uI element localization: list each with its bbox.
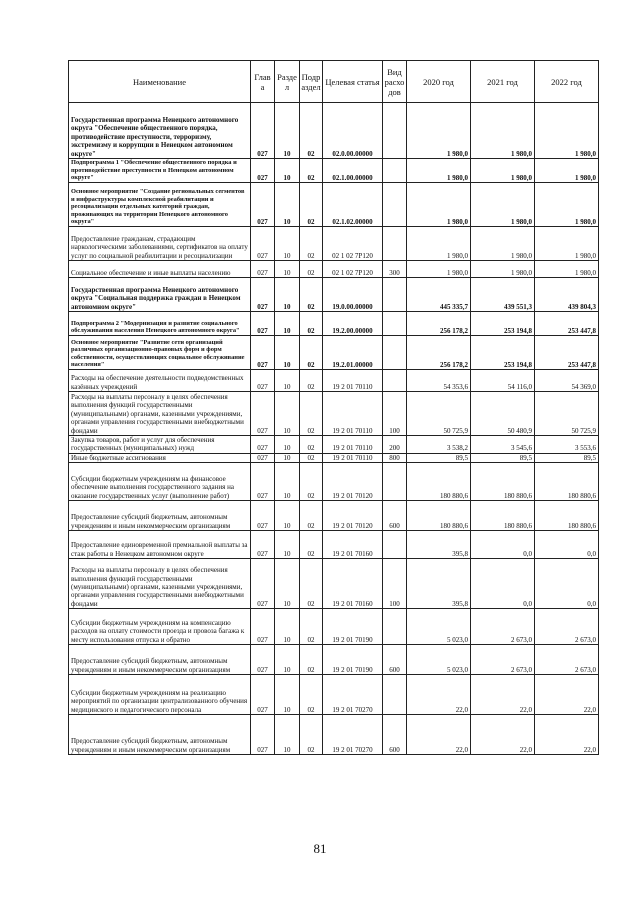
table-row — [69, 183, 599, 227]
row-chapter: 027 — [251, 336, 275, 370]
table-row — [69, 675, 599, 715]
row-value-2022: 22,0 — [535, 715, 599, 755]
row-section: 10 — [275, 278, 300, 312]
table-row — [69, 453, 599, 462]
row-kind: 300 — [383, 261, 407, 278]
row-name: Предоставление субсидий бюджетным, автономным учреждениям и иным некоммерческим организациям — [69, 501, 251, 531]
row-value-2020: 395,8 — [407, 531, 471, 559]
row-value-2020: 89,5 — [407, 453, 471, 462]
row-value-2020: 3 538,2 — [407, 436, 471, 454]
table-row — [69, 103, 599, 159]
row-value-2022: 2 673,0 — [535, 645, 599, 675]
table-row — [69, 392, 599, 436]
row-kind — [383, 103, 407, 159]
row-kind: 100 — [383, 392, 407, 436]
row-value-2021: 1 980,0 — [471, 159, 535, 183]
row-name: Основное мероприятие "Создание региональных сегментов и инфраструктуры комплексной реабилитации и ресоциализации отдельных категорий граждан, проживающих на территории Ненецкого автономного округа" — [69, 183, 251, 227]
row-value-2021: 253 194,8 — [471, 312, 535, 336]
row-kind: 200 — [383, 436, 407, 454]
row-section: 10 — [275, 336, 300, 370]
row-target: 19.2.01.00000 — [323, 336, 383, 370]
row-section: 10 — [275, 436, 300, 454]
row-target: 19 2 01 70160 — [323, 531, 383, 559]
row-value-2020: 1 980,0 — [407, 159, 471, 183]
row-target: 19 2 01 70120 — [323, 463, 383, 501]
row-value-2022: 0,0 — [535, 559, 599, 609]
row-section: 10 — [275, 392, 300, 436]
row-value-2021: 1 980,0 — [471, 261, 535, 278]
header-target: Целевая статья — [323, 61, 383, 103]
row-name: Предоставление субсидий бюджетным, автономным учреждениям и иным некоммерческим организациям — [69, 715, 251, 755]
row-value-2020: 5 023,0 — [407, 645, 471, 675]
page-number: 81 — [313, 841, 327, 856]
row-kind — [383, 463, 407, 501]
header-section: Разде л — [275, 61, 300, 103]
table-row — [69, 436, 599, 454]
row-target: 19 2 01 70110 — [323, 392, 383, 436]
row-value-2021: 54 116,0 — [471, 370, 535, 392]
table-header-row — [69, 61, 599, 103]
row-name: Основное мероприятие "Развитие сети организаций различных организационно-правовых форм и форм собственности, осуществляющих социальное обслуживание населения" — [69, 336, 251, 370]
row-chapter: 027 — [251, 312, 275, 336]
row-value-2021: 2 673,0 — [471, 645, 535, 675]
row-target: 19 2 01 70190 — [323, 645, 383, 675]
row-value-2021: 180 880,6 — [471, 463, 535, 501]
row-value-2022: 3 553,6 — [535, 436, 599, 454]
row-chapter: 027 — [251, 715, 275, 755]
row-target: 19 2 01 70110 — [323, 370, 383, 392]
row-section: 10 — [275, 103, 300, 159]
header-kind: Вид расхо дов — [383, 61, 407, 103]
row-kind — [383, 336, 407, 370]
table-row — [69, 531, 599, 559]
row-target: 19 2 01 70190 — [323, 609, 383, 645]
row-name: Государственная программа Ненецкого автономного округа "Обеспечение общественного порядка, противодействие преступности, терроризму, экстремизму и коррупции в Ненецком автономном округе" — [69, 103, 251, 159]
row-chapter: 027 — [251, 261, 275, 278]
row-value-2020: 1 980,0 — [407, 227, 471, 261]
row-chapter: 027 — [251, 675, 275, 715]
table-row — [69, 227, 599, 261]
row-value-2022: 1 980,0 — [535, 261, 599, 278]
row-value-2020: 1 980,0 — [407, 183, 471, 227]
row-subsection: 02 — [300, 453, 323, 462]
row-value-2022: 0,0 — [535, 531, 599, 559]
row-target: 19 2 01 70270 — [323, 715, 383, 755]
row-value-2022: 1 980,0 — [535, 159, 599, 183]
row-section: 10 — [275, 501, 300, 531]
row-subsection: 02 — [300, 336, 323, 370]
row-kind: 600 — [383, 715, 407, 755]
row-subsection: 02 — [300, 463, 323, 501]
row-subsection: 02 — [300, 312, 323, 336]
row-value-2022: 180 880,6 — [535, 463, 599, 501]
row-value-2021: 50 480,9 — [471, 392, 535, 436]
row-subsection: 02 — [300, 645, 323, 675]
row-chapter: 027 — [251, 103, 275, 159]
row-value-2020: 180 880,6 — [407, 501, 471, 531]
row-name: Иные бюджетные ассигнования — [69, 453, 251, 462]
row-kind — [383, 531, 407, 559]
row-value-2022: 50 725,9 — [535, 392, 599, 436]
row-value-2020: 5 023,0 — [407, 609, 471, 645]
row-name: Расходы на выплаты персоналу в целях обеспечения выполнения функций государственными (муниципальными) органами, казенными учреждениями, органами управления государственными внебюджетными фондами — [69, 392, 251, 436]
row-kind: 800 — [383, 453, 407, 462]
row-section: 10 — [275, 463, 300, 501]
row-target: 02 1 02 7Р120 — [323, 261, 383, 278]
header-chapter: Глав а — [251, 61, 275, 103]
row-name: Субсидии бюджетным учреждениям на компенсацию расходов на оплату стоимости проезда и провоза багажа к месту использования отпуска и обратно — [69, 609, 251, 645]
row-value-2020: 54 353,6 — [407, 370, 471, 392]
row-kind — [383, 609, 407, 645]
row-target: 19.2.00.00000 — [323, 312, 383, 336]
row-kind — [383, 675, 407, 715]
row-kind — [383, 183, 407, 227]
table-row — [69, 336, 599, 370]
row-value-2022: 253 447,8 — [535, 336, 599, 370]
budget-table — [68, 60, 599, 755]
row-value-2020: 256 178,2 — [407, 312, 471, 336]
row-target: 02 1 02 7Р120 — [323, 227, 383, 261]
row-value-2022: 439 804,3 — [535, 278, 599, 312]
row-chapter: 027 — [251, 531, 275, 559]
table-row — [69, 501, 599, 531]
row-section: 10 — [275, 453, 300, 462]
row-subsection: 02 — [300, 559, 323, 609]
row-kind — [383, 227, 407, 261]
row-value-2020: 50 725,9 — [407, 392, 471, 436]
row-value-2021: 439 551,3 — [471, 278, 535, 312]
row-subsection: 02 — [300, 103, 323, 159]
row-kind: 600 — [383, 501, 407, 531]
row-section: 10 — [275, 370, 300, 392]
row-value-2021: 22,0 — [471, 715, 535, 755]
row-target: 02.1.02.00000 — [323, 183, 383, 227]
row-value-2021: 1 980,0 — [471, 227, 535, 261]
row-value-2022: 2 673,0 — [535, 609, 599, 645]
row-value-2021: 89,5 — [471, 453, 535, 462]
header-2020: 2020 год — [407, 61, 471, 103]
row-section: 10 — [275, 675, 300, 715]
row-section: 10 — [275, 609, 300, 645]
row-section: 10 — [275, 715, 300, 755]
row-name: Предоставление единовременной премиальной выплаты за стаж работы в Ненецком автономном округе — [69, 531, 251, 559]
row-section: 10 — [275, 261, 300, 278]
row-target: 02.0.00.00000 — [323, 103, 383, 159]
row-subsection: 02 — [300, 609, 323, 645]
row-subsection: 02 — [300, 436, 323, 454]
row-name: Расходы на выплаты персоналу в целях обеспечения выполнения функций государственными (муниципальными) органами, казенными учреждениями, органами управления государственными внебюджетными фондами — [69, 559, 251, 609]
table-row — [69, 609, 599, 645]
row-target: 19 2 01 70110 — [323, 453, 383, 462]
row-value-2022: 1 980,0 — [535, 103, 599, 159]
row-target: 02.1.00.00000 — [323, 159, 383, 183]
row-value-2020: 180 880,6 — [407, 463, 471, 501]
row-kind: 600 — [383, 645, 407, 675]
row-chapter: 027 — [251, 159, 275, 183]
table-row — [69, 312, 599, 336]
row-chapter: 027 — [251, 645, 275, 675]
row-kind — [383, 278, 407, 312]
table-row — [69, 278, 599, 312]
row-name: Государственная программа Ненецкого автономного округа "Социальная поддержка граждан в Ненецком автономном округе" — [69, 278, 251, 312]
row-chapter: 027 — [251, 501, 275, 531]
table-row — [69, 559, 599, 609]
row-name: Предоставление субсидий бюджетным, автономным учреждениям и иным некоммерческим организациям — [69, 645, 251, 675]
row-subsection: 02 — [300, 675, 323, 715]
row-name: Подпрограмма 1 "Обеспечение общественного порядка и противодействие преступности в Ненецком автономном округе" — [69, 159, 251, 183]
row-value-2022: 22,0 — [535, 675, 599, 715]
row-section: 10 — [275, 183, 300, 227]
row-value-2022: 1 980,0 — [535, 227, 599, 261]
row-target: 19.0.00.00000 — [323, 278, 383, 312]
row-chapter: 027 — [251, 183, 275, 227]
row-section: 10 — [275, 531, 300, 559]
row-subsection: 02 — [300, 501, 323, 531]
row-subsection: 02 — [300, 392, 323, 436]
table-row — [69, 645, 599, 675]
header-name: Наименование — [69, 61, 251, 103]
row-name: Субсидии бюджетным учреждениям на финансовое обеспечение выполнения государственного задания на оказание государственных услуг (выполнение работ) — [69, 463, 251, 501]
table-body — [69, 103, 599, 755]
row-value-2020: 395,8 — [407, 559, 471, 609]
row-chapter: 027 — [251, 609, 275, 645]
table-row — [69, 159, 599, 183]
row-name: Закупка товаров, работ и услуг для обеспечения государственных (муниципальных) нужд — [69, 436, 251, 454]
row-target: 19 2 01 70120 — [323, 501, 383, 531]
row-chapter: 027 — [251, 278, 275, 312]
row-value-2021: 22,0 — [471, 675, 535, 715]
header-subsection: Подр аздел — [300, 61, 323, 103]
row-chapter: 027 — [251, 227, 275, 261]
row-subsection: 02 — [300, 183, 323, 227]
row-value-2020: 256 178,2 — [407, 336, 471, 370]
row-chapter: 027 — [251, 463, 275, 501]
row-value-2021: 3 545,6 — [471, 436, 535, 454]
table-row — [69, 370, 599, 392]
row-value-2022: 180 880,6 — [535, 501, 599, 531]
row-chapter: 027 — [251, 453, 275, 462]
row-kind — [383, 159, 407, 183]
row-subsection: 02 — [300, 278, 323, 312]
row-target: 19 2 01 70270 — [323, 675, 383, 715]
row-value-2021: 0,0 — [471, 559, 535, 609]
row-kind — [383, 370, 407, 392]
row-name: Подпрограмма 2 "Модернизация и развитие социального обслуживания населения Ненецкого автономного округа" — [69, 312, 251, 336]
row-target: 19 2 01 70160 — [323, 559, 383, 609]
row-subsection: 02 — [300, 370, 323, 392]
row-subsection: 02 — [300, 227, 323, 261]
row-kind — [383, 312, 407, 336]
row-subsection: 02 — [300, 261, 323, 278]
row-value-2020: 1 980,0 — [407, 103, 471, 159]
row-subsection: 02 — [300, 531, 323, 559]
header-2021: 2021 год — [471, 61, 535, 103]
row-value-2021: 0,0 — [471, 531, 535, 559]
row-value-2022: 1 980,0 — [535, 183, 599, 227]
row-target: 19 2 01 70110 — [323, 436, 383, 454]
row-value-2022: 89,5 — [535, 453, 599, 462]
row-name: Предоставление гражданам, страдающим наркологическими заболеваниями, сертификатов на оплату услуг по социальной реабилитации и ресоциализации — [69, 227, 251, 261]
row-value-2021: 253 194,8 — [471, 336, 535, 370]
row-name: Социальное обеспечение и иные выплаты населению — [69, 261, 251, 278]
row-section: 10 — [275, 227, 300, 261]
row-name: Расходы на обеспечение деятельности подведомственных казённых учреждений — [69, 370, 251, 392]
row-value-2022: 54 369,0 — [535, 370, 599, 392]
row-name: Субсидии бюджетным учреждениям на реализацию мероприятий по организации централизованного обучения медицинского и педагогического персонала — [69, 675, 251, 715]
row-section: 10 — [275, 159, 300, 183]
table-row — [69, 261, 599, 278]
table-row — [69, 715, 599, 755]
row-chapter: 027 — [251, 436, 275, 454]
row-value-2021: 180 880,6 — [471, 501, 535, 531]
row-section: 10 — [275, 559, 300, 609]
row-value-2021: 2 673,0 — [471, 609, 535, 645]
row-chapter: 027 — [251, 392, 275, 436]
row-kind: 100 — [383, 559, 407, 609]
row-value-2021: 1 980,0 — [471, 183, 535, 227]
header-2022: 2022 год — [535, 61, 599, 103]
row-value-2020: 445 335,7 — [407, 278, 471, 312]
table-row — [69, 463, 599, 501]
row-value-2020: 1 980,0 — [407, 261, 471, 278]
row-value-2022: 253 447,8 — [535, 312, 599, 336]
row-value-2021: 1 980,0 — [471, 103, 535, 159]
row-section: 10 — [275, 312, 300, 336]
row-section: 10 — [275, 645, 300, 675]
row-chapter: 027 — [251, 370, 275, 392]
row-value-2020: 22,0 — [407, 675, 471, 715]
row-value-2020: 22,0 — [407, 715, 471, 755]
row-subsection: 02 — [300, 159, 323, 183]
row-subsection: 02 — [300, 715, 323, 755]
row-chapter: 027 — [251, 559, 275, 609]
